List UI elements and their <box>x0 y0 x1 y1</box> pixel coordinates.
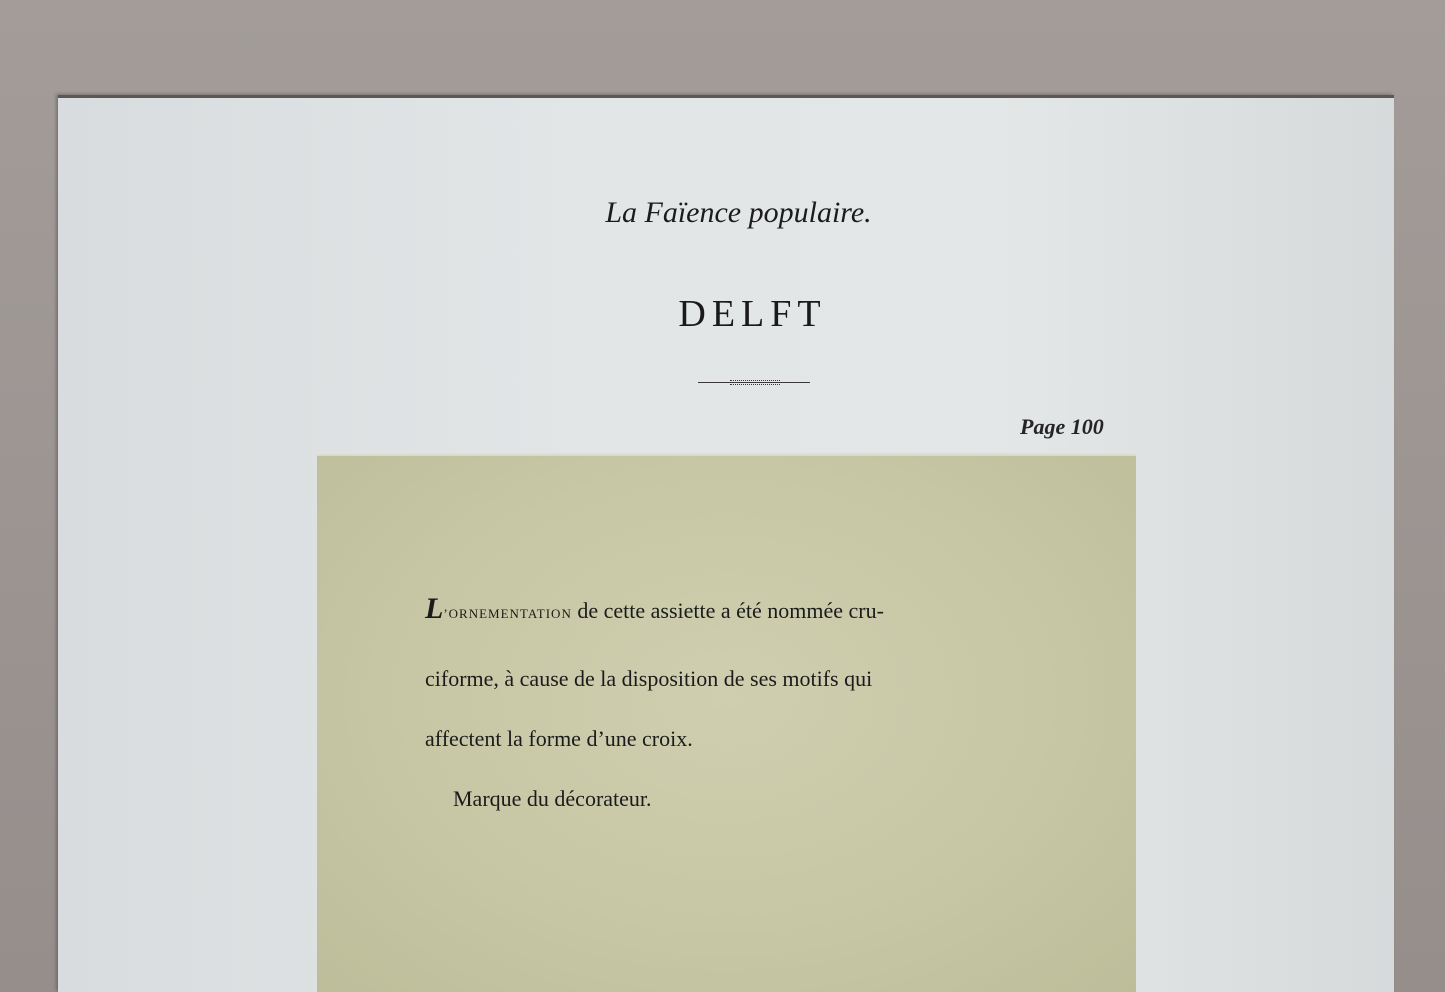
caption-small-caps: ’ORNEMENTATION <box>443 606 572 621</box>
page-reference: Page 100 <box>1020 414 1104 439</box>
page-heading: DELFT <box>678 293 827 335</box>
running-header: La Faïence populaire. <box>605 196 872 229</box>
caption-line-3: affectent la forme d’une croix. <box>425 726 693 751</box>
ornament-divider-center <box>730 380 780 385</box>
caption-line-4: Marque du décorateur. <box>453 786 652 811</box>
caption-line-2: ciforme, à cause de la disposition de ses motifs qui <box>425 666 873 691</box>
tinted-plate <box>317 456 1136 992</box>
caption-line-1 <box>425 592 884 626</box>
drop-cap-letter: L <box>425 592 444 625</box>
sheet-top-edge <box>58 95 1394 98</box>
caption-line-1-text: de cette assiette a été nommée cru- <box>571 598 884 623</box>
